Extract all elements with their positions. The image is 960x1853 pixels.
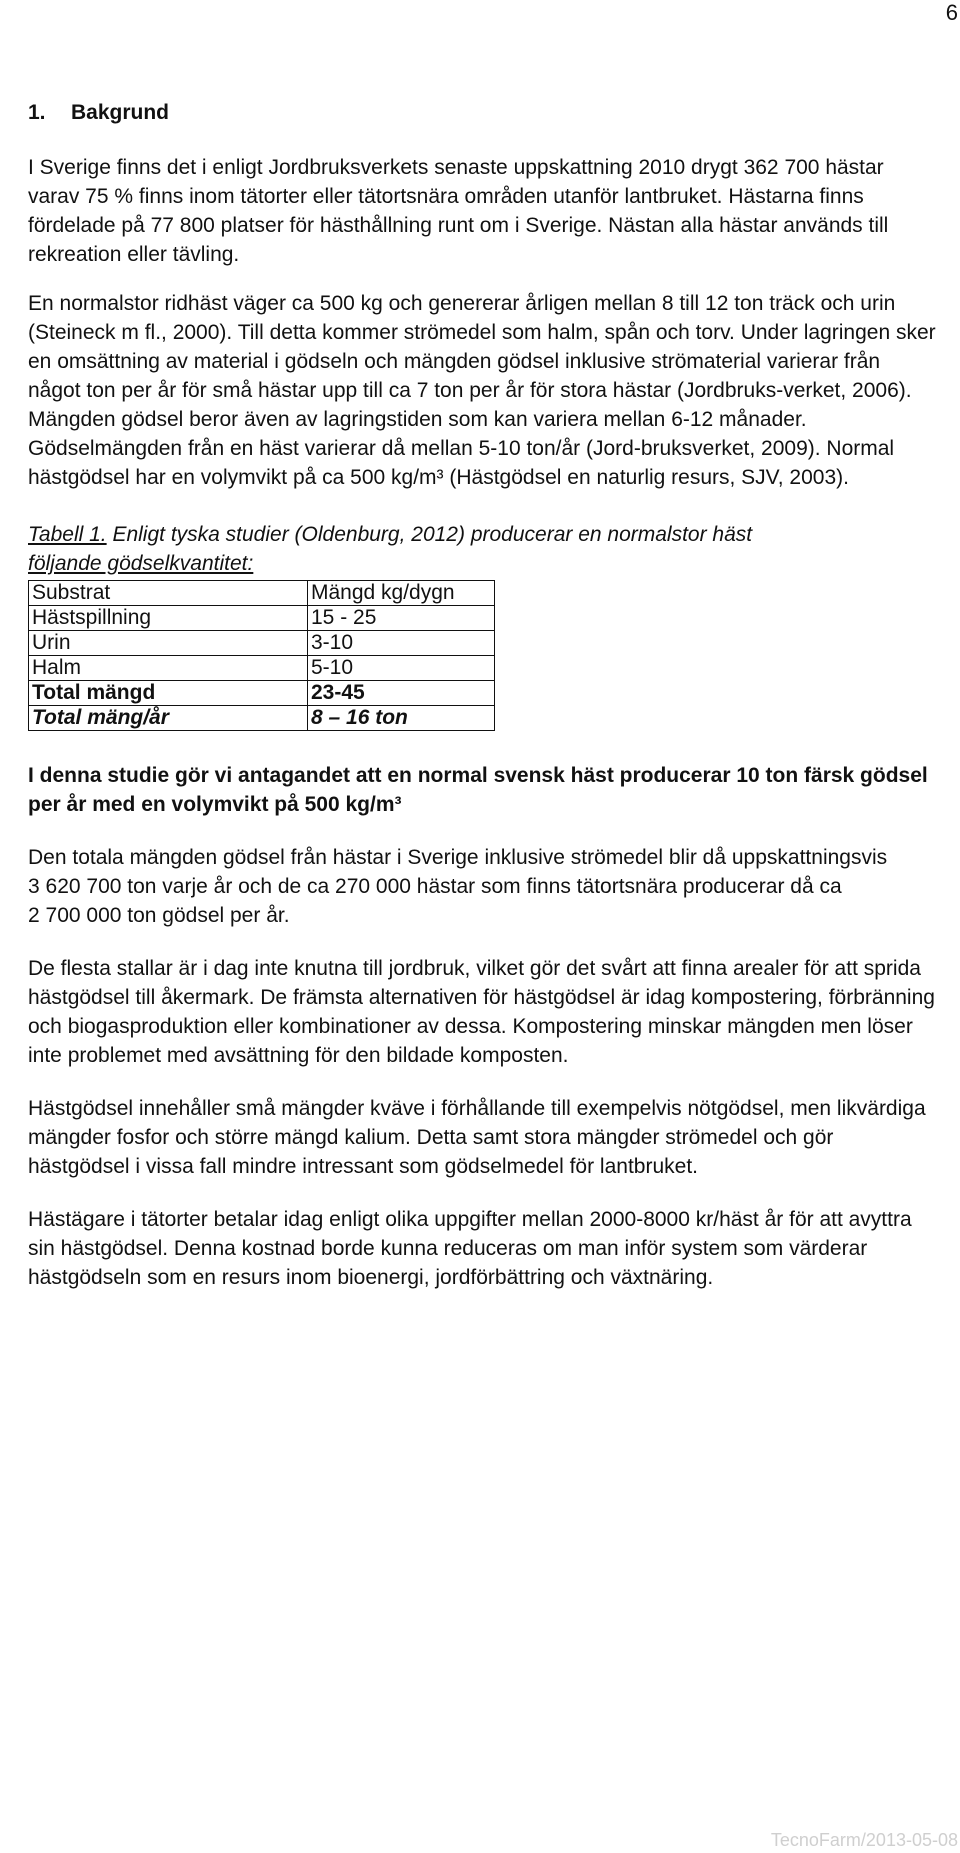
footer-stamp: TecnoFarm/2013-05-08 — [770, 1830, 958, 1850]
table-total-row — [29, 681, 495, 706]
table-caption-label: Tabell 1. — [28, 523, 107, 546]
table-header-row — [29, 581, 495, 606]
table-header-cell: Substrat — [29, 581, 308, 606]
paragraph-intro: I Sverige finns det i enligt Jordbruksverkets senaste uppskattning 2010 drygt 362 700 hästar varav 75 % finns inom tätorter eller tätortsnära områden utanför lantbruket. Hästarna finns fördelade på 77 800 platser för hästhållning runt om i Sverige. Nästan alla hästar används till rekreation eller tävling. — [28, 156, 889, 266]
total-amount-line-3: 2 700 000 ton gödsel per år. — [28, 904, 290, 927]
table-cell: Hästspillning — [29, 606, 308, 631]
table-cell: Halm — [29, 656, 308, 681]
study-assumption: I denna studie gör vi antagandet att en normal svensk häst producerar 10 ton färsk gödsel per år med en volymvikt på 500 kg/m³ — [28, 764, 928, 816]
table-cell: Urin — [29, 631, 308, 656]
paragraph-nutrients: Hästgödsel innehåller små mängder kväve i förhållande till exempelvis nötgödsel, men likvärdiga mängder fosfor och större mängd kalium. Detta samt stora mängder strömedel och gör hästgödsel i vissa fall mindre intressant som gödselmedel för lantbruket. — [28, 1097, 926, 1178]
section-heading — [28, 98, 938, 127]
table-cell: 23-45 — [308, 681, 495, 706]
section-title: Bakgrund — [71, 101, 170, 124]
table-cell: 5-10 — [308, 656, 495, 681]
table-row — [29, 631, 495, 656]
table-row — [29, 656, 495, 681]
total-amount-line-1: Den totala mängden gödsel från hästar i Sverige inklusive strömedel blir då uppskattningsvis — [28, 846, 888, 869]
page-number: 6 — [945, 0, 958, 25]
paragraph-costs: Hästägare i tätorter betalar idag enligt olika uppgifter mellan 2000-8000 kr/häst år för att avyttra sin hästgödsel. Denna kostnad borde kunna reduceras om man inför system som värderar hästgödseln som en resurs inom bioenergi, jordförbättring och växtnäring. — [28, 1208, 912, 1289]
table-caption-text-2: följande gödselkvantitet: — [28, 552, 254, 575]
table-caption-text: Enligt tyska studier (Oldenburg, 2012) producerar en normalstor häst — [106, 523, 753, 546]
paragraph-stables: De flesta stallar är i dag inte knutna till jordbruk, vilket gör det svårt att finna arealer för att sprida hästgödsel till åkermark. De främsta alternativen för hästgödsel är idag kompostering, förbränning och biogasproduktion eller kombinationer av dessa. Kompostering minskar mängden men löser inte problemet med avsättning för den bildade komposten. — [28, 957, 935, 1067]
table-cell: 3-10 — [308, 631, 495, 656]
section-number: 1. — [28, 101, 46, 124]
table-cell: 8 – 16 ton — [308, 706, 495, 731]
table-caption-line-2 — [28, 549, 938, 578]
table-caption-line-1 — [28, 520, 938, 549]
paragraph-manure-amount: En normalstor ridhäst väger ca 500 kg och genererar årligen mellan 8 till 12 ton träck och urin (Steineck m fl., 2000). Till detta kommer strömedel som halm, spån och torv. Under lagringen sker en omsättning av material i gödseln och mängden gödsel inklusive strömaterial varierar från något ton per år för små hästar upp till ca 7 ton per år för stora hästar (Jordbruks-verket, 2006). Mängden gödsel beror även av lagringstiden som kan variera mellan 6-12 månader. Gödselmängden från en häst varierar då mellan 5-10 ton/år (Jord-bruksverket, 2009). Normal hästgödsel har en volymvikt på ca 500 kg/m³ (Hästgödsel en naturlig resurs, SJV, 2003). — [28, 292, 936, 489]
total-amount-line-2: 3 620 700 ton varje år och de ca 270 000 hästar som finns tätortsnära producerar då ca — [28, 875, 842, 898]
table-header-cell: Mängd kg/dygn — [308, 581, 495, 606]
table-row — [29, 606, 495, 631]
document-body — [28, 98, 938, 1292]
manure-table — [28, 580, 495, 731]
table-cell: Total mängd — [29, 681, 308, 706]
paragraph-total-amount — [28, 843, 938, 930]
table-cell: 15 - 25 — [308, 606, 495, 631]
table-caption — [28, 520, 938, 578]
table-cell: Total mäng/år — [29, 706, 308, 731]
table-total-year-row — [29, 706, 495, 731]
